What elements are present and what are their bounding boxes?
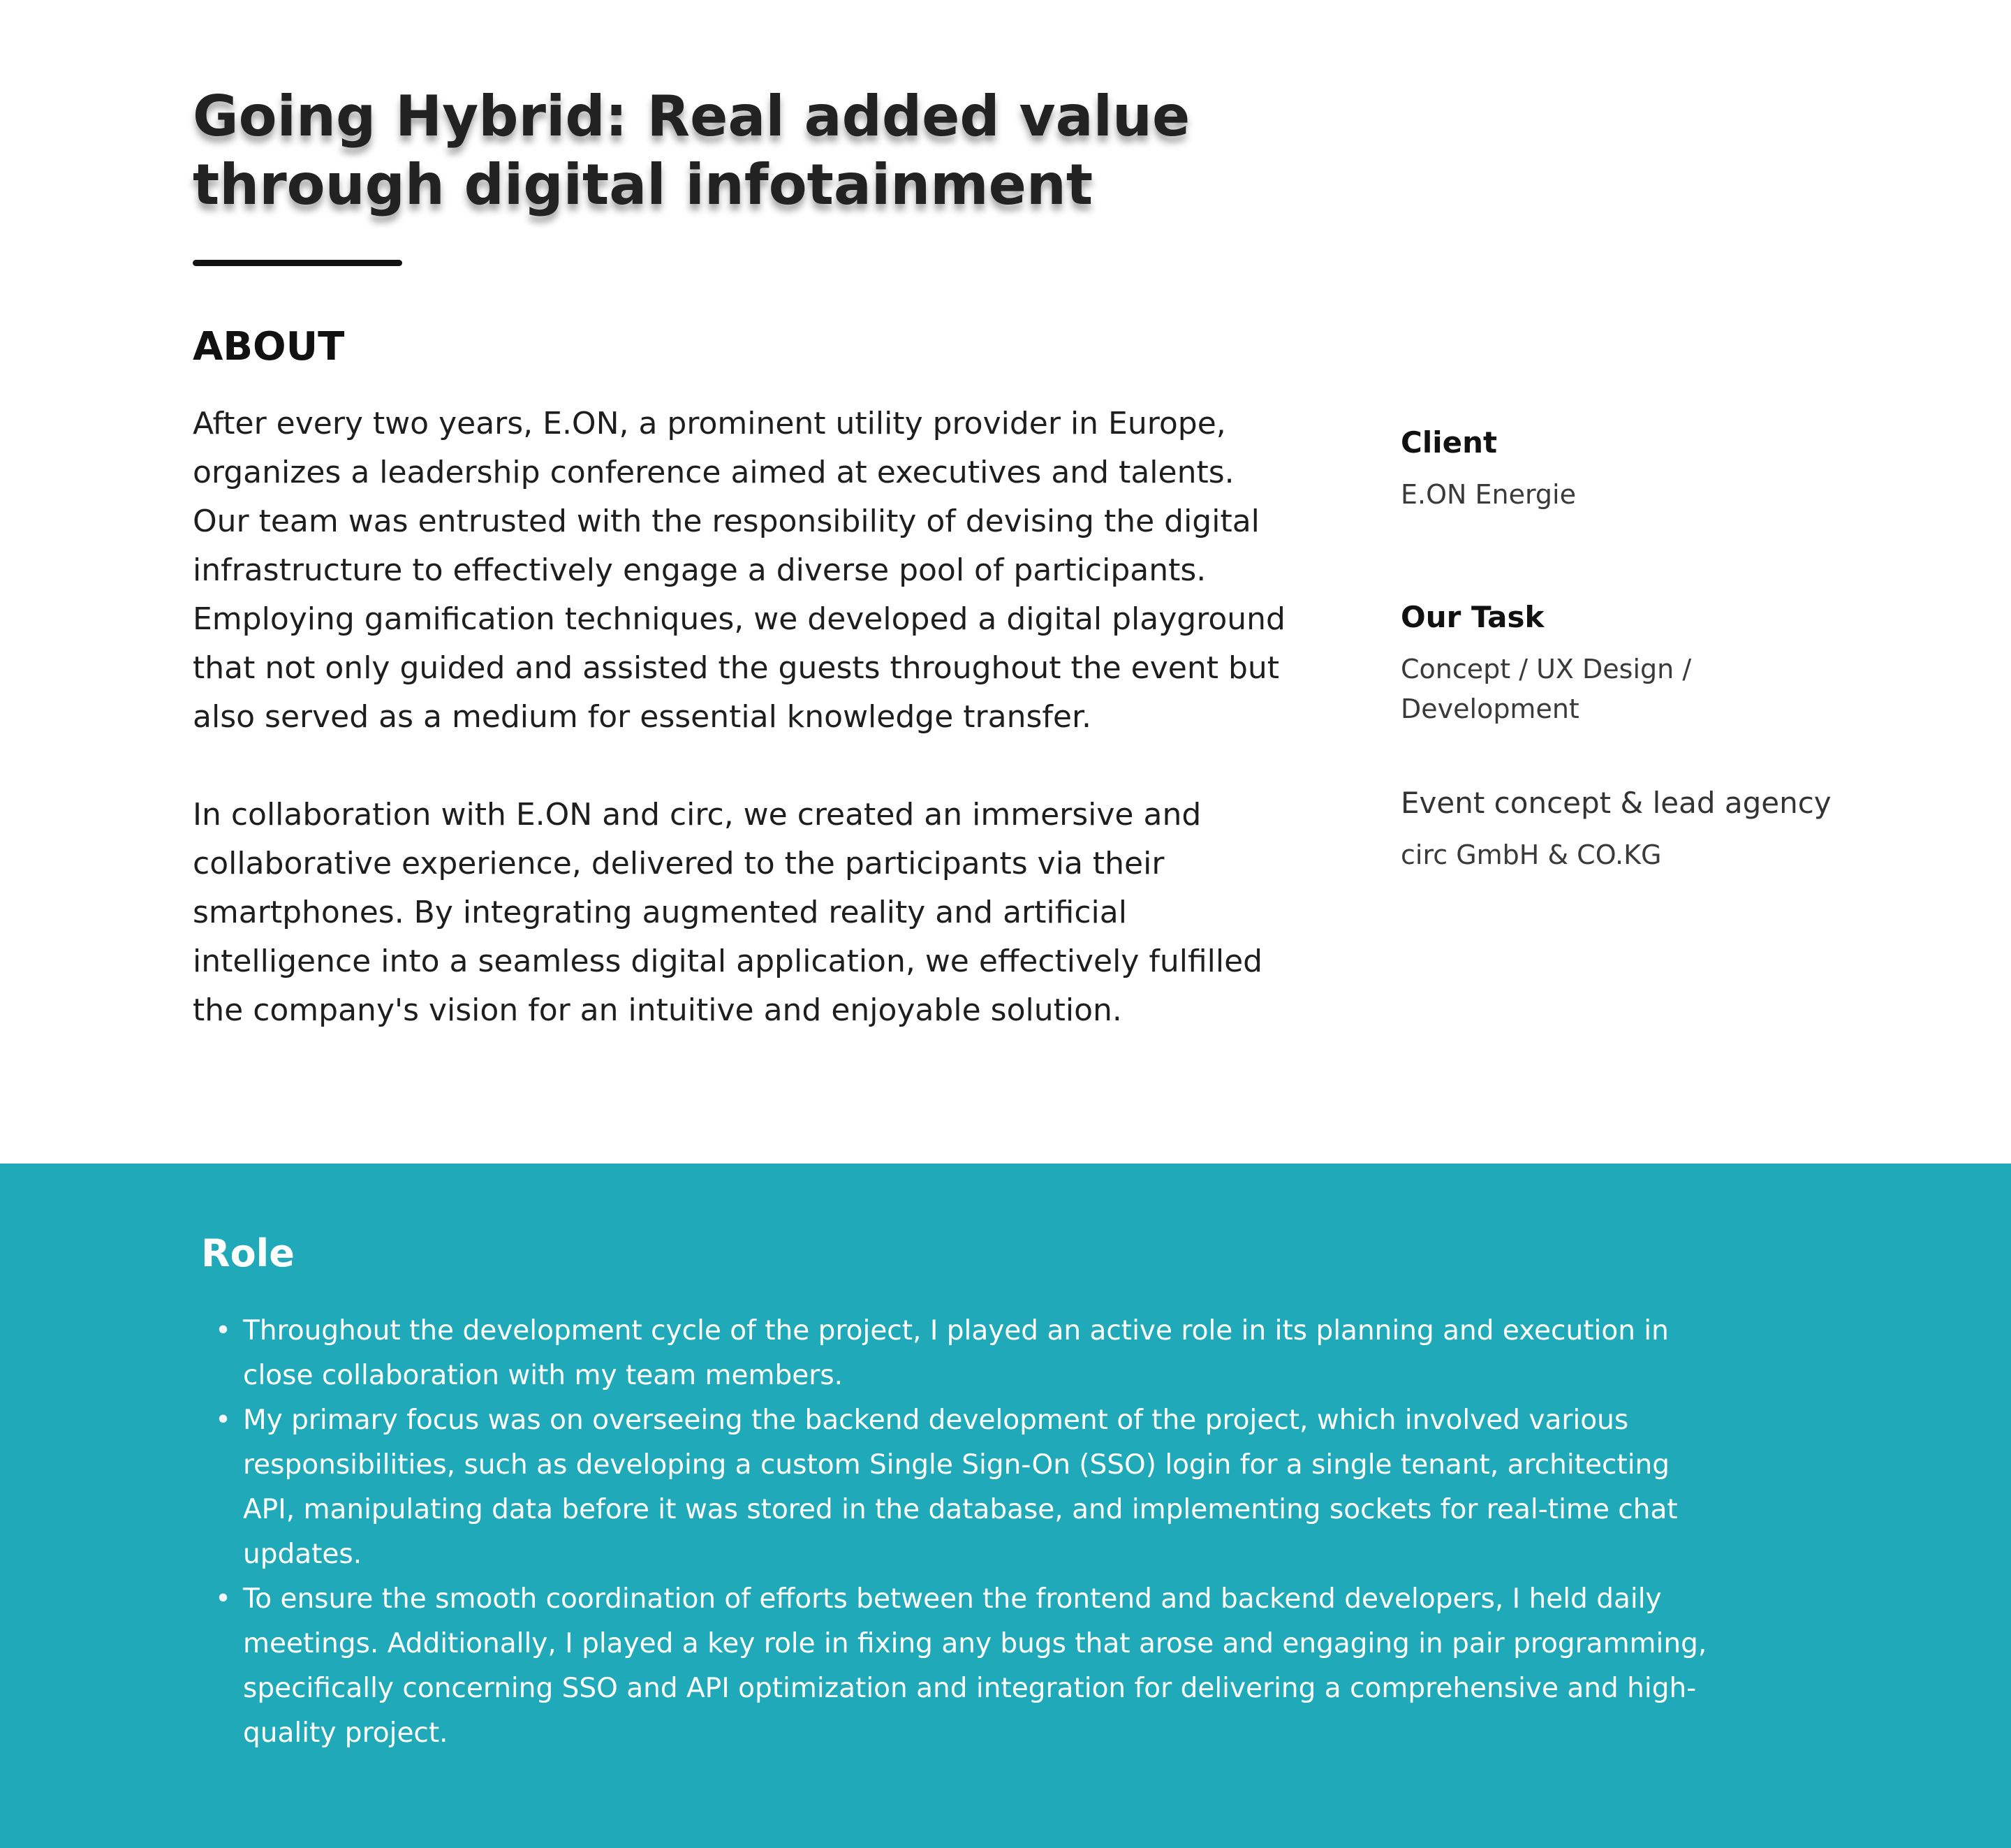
about-paragraph-2: In collaboration with E.ON and circ, we created an immersive and collaborative experience, delivered to the participants via their smartphones. By integrating augmented reality and artificial intelligence into a seamless digital application, we effectively fulfilled the company's vision for an intuitive and enjoyable solution. — [193, 797, 1263, 1028]
role-item-text: Throughout the development cycle of the project, I played an active role in its planning and execution in close collaboration with my team members. — [243, 1315, 1669, 1391]
title-divider — [193, 260, 402, 266]
bullet-icon: • — [215, 1583, 232, 1615]
role-section — [0, 1164, 2011, 1848]
list-item — [215, 1398, 1709, 1577]
task-label: Our Task — [1401, 600, 1545, 634]
client-info — [1401, 423, 1903, 515]
list-item — [215, 1309, 1709, 1398]
agency-value: circ GmbH & CO.KG — [1401, 839, 1662, 870]
about-body — [193, 399, 1296, 1084]
client-value: E.ON Energie — [1401, 479, 1576, 510]
role-item-text: My primary focus was on overseeing the backend development of the project, which involved various responsibilities, such as developing a custom Single Sign-On (SSO) login for a single tenant, architecting API, manipulating data before it was stored in the database, and implementing sockets for real-time chat updates. — [243, 1405, 1678, 1570]
about-heading: ABOUT — [193, 324, 345, 369]
agency-info — [1401, 784, 1903, 875]
client-label: Client — [1401, 425, 1498, 460]
task-value: Concept / UX Design / Development — [1401, 654, 1692, 724]
role-item-text: To ensure the smooth coordination of efforts between the frontend and backend developers, I held daily meetings. Additionally, I played a key role in fixing any bugs that arose and engaging in pair programming, specifically concerning SSO and API optimization and integration for delivering a comprehensive and high-quality project. — [243, 1583, 1707, 1749]
agency-label: Event concept & lead agency — [1401, 786, 1832, 820]
about-paragraph-1: After every two years, E.ON, a prominent utility provider in Europe, organizes a leadership conference aimed at executives and talents. Our team was entrusted with the responsibility of devising the digital infrastructure to effectively engage a diverse pool of participants. Employing gamification techniques, we developed a digital playground that not only guided and assisted the guests throughout the event but also served as a medium for essential knowledge transfer. — [193, 406, 1286, 735]
bullet-icon: • — [215, 1405, 232, 1436]
bullet-icon: • — [215, 1315, 232, 1347]
task-info — [1401, 598, 1903, 729]
role-heading: Role — [201, 1231, 295, 1275]
list-item — [215, 1577, 1709, 1756]
role-list — [215, 1309, 1709, 1756]
page-title: Going Hybrid: Real added value through digital infotainment — [193, 84, 1191, 217]
